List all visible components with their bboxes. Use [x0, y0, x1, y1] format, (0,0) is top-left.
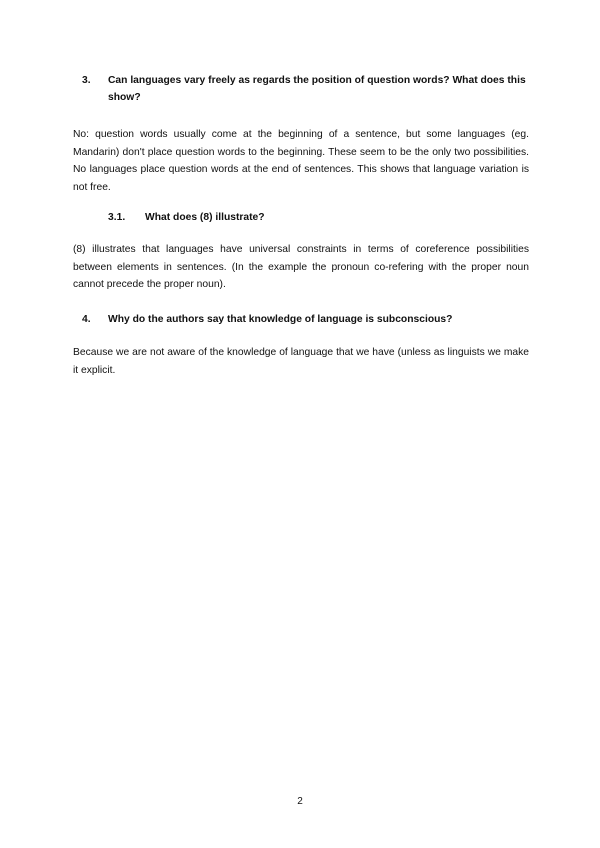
question-number: 4. — [82, 314, 91, 325]
page-number: 2 — [297, 796, 303, 807]
question-text: Can languages vary freely as regards the position of question words? What does this show? — [108, 75, 526, 103]
question-number: 3.1. — [108, 212, 126, 223]
question-text: Why do the authors say that knowledge of language is subconscious? — [108, 314, 453, 325]
question-3-heading — [82, 72, 532, 106]
question-number: 3. — [82, 75, 91, 86]
question-text: What does (8) illustrate? — [145, 212, 265, 223]
answer-3-paragraph: No: question words usually come at the beginning of a sentence, but some languages (eg. Mandarin) don't place question words to the beginning. These seem to be the only two possibilities. No languages place question words at the end of sentences. This shows that language variation is not free. — [73, 129, 529, 193]
question-3-1-heading — [108, 209, 408, 226]
question-4-heading — [82, 311, 532, 328]
answer-4-paragraph: Because we are not aware of the knowledge of language that we have (unless as linguists we make it explicit. — [73, 347, 529, 376]
answer-3-1-paragraph: (8) illustrates that languages have universal constraints in terms of coreference possibilities between elements in sentences. (In the example the pronoun co-refering with the proper noun cannot precede the proper noun). — [73, 244, 529, 290]
